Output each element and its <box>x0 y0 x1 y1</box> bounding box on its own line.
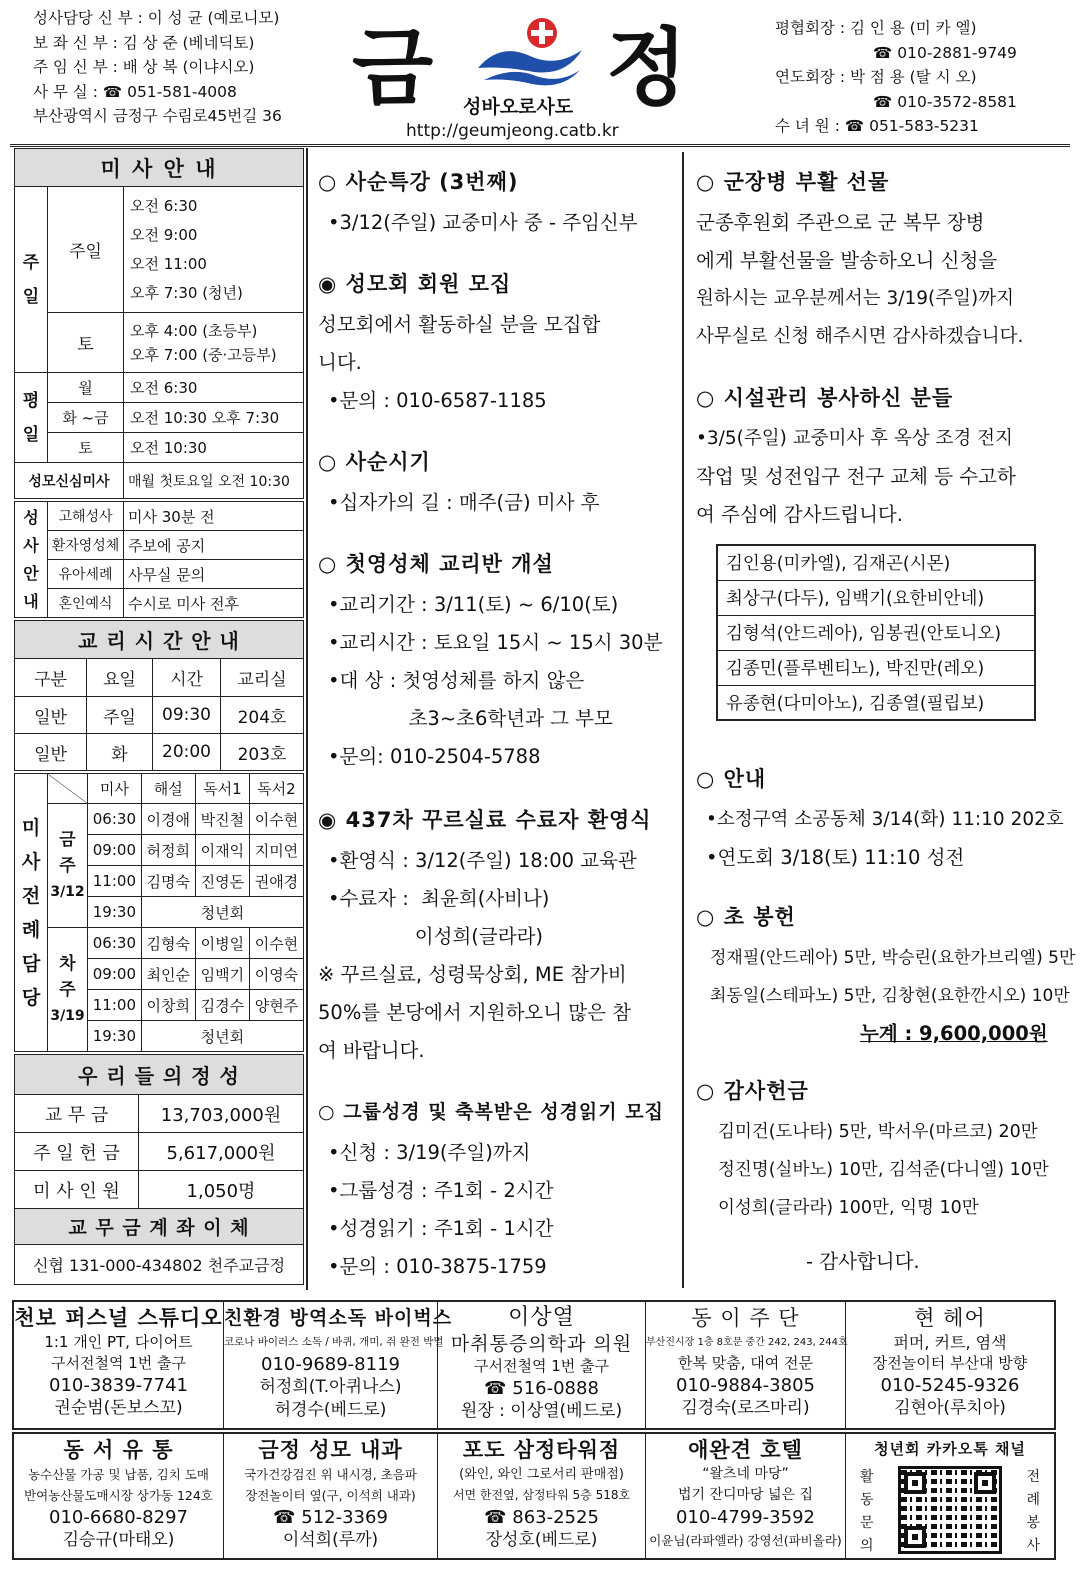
sacrament-infant-baptism-info: 사무실 문의 <box>124 560 304 589</box>
ad-line: 부산진시장 1층 8호문 중간 242, 243, 244호 <box>646 1337 848 1348</box>
sacrament-confession-info: 미사 30분 전 <box>124 502 304 531</box>
ad-biobugs[interactable] <box>224 1302 453 1428</box>
ad-owner: 장성호(베드로) <box>485 1530 598 1550</box>
sunday-mass-times <box>124 187 304 313</box>
header-left <box>33 6 282 129</box>
catechism-cell: 화 <box>87 734 153 771</box>
catechism-col-day: 요일 <box>87 659 153 697</box>
offering-value: 5,617,000원 <box>139 1133 304 1171</box>
weekday-tue-fri: 화 ~금 <box>48 403 124 433</box>
notice-line: 성모회에서 활동하실 분을 모집합 <box>318 313 601 336</box>
duty-cell: 이병일 <box>195 928 249 959</box>
ad-owner: 허정희(T.아퀴나스) <box>259 1377 402 1397</box>
account-title: 교 무 금 계 좌 이 체 <box>15 1209 304 1245</box>
table-row <box>15 734 304 771</box>
logo-icon <box>470 16 590 96</box>
mass-guide-title: 미 사 안 내 <box>15 149 304 187</box>
header-council-president: 평협회장 : 김 인 용 (미 카 엘) <box>775 19 977 37</box>
duty-week-this-label: 금 주 <box>59 829 76 876</box>
ad-line: 농수산물 가공 및 납품, 김치 도매 <box>28 1467 209 1482</box>
duty-cell: 박진철 <box>195 804 249 835</box>
duty-cell: 최인순 <box>141 959 195 990</box>
column-divider <box>682 152 684 1288</box>
ad-owner: 이윤님(라파엘라) 강영선(파비올라) <box>649 1533 842 1548</box>
catechism-cell: 일반 <box>15 697 87 734</box>
ad-line: 국가건강검진 위 내시경, 초음파 <box>244 1467 417 1482</box>
header-priest-3: 주 임 신 부 : 배 상 복 (이냐시오) <box>33 58 255 76</box>
notice-thanks-offering-title: ○ 감사헌금 <box>696 1079 809 1103</box>
notice-line: 김미건(도나타) 5만, 박서우(마르코) 20만 <box>718 1122 1038 1142</box>
duty-col-reading1: 독서1 <box>195 774 249 804</box>
weekday-label: 평 일 <box>15 373 48 463</box>
notice-line: 사무실로 신청 해주시면 감사하겠습니다. <box>696 326 1024 347</box>
duty-cell: 11:00 <box>88 990 142 1021</box>
youth-side-left-label: 활 동 문 의 <box>860 1469 874 1554</box>
ad-owner: 원장 : 이상열(베드로) <box>460 1401 623 1421</box>
offering-value: 13,703,000원 <box>139 1095 304 1133</box>
notice-line: ※ 꾸르실료, 성령묵상회, ME 참가비 <box>318 963 627 986</box>
notice-legion-mary-title: ◉ 성모회 회원 모집 <box>318 272 512 296</box>
saturday-time-2: 오후 7:00 (중·고등부) <box>130 345 277 364</box>
duty-week-this <box>48 804 88 928</box>
notice-line: •대 상 : 첫영성체를 하지 않은 <box>328 669 585 692</box>
ads-row-2 <box>12 1432 1056 1560</box>
sunday-time-2: 오전 9:00 <box>130 225 198 244</box>
notice-lenten-lecture-title: ○ 사순특강 (3번째) <box>318 170 519 194</box>
volunteer-names: 김종민(플루벤티노), 박진만(레오) <box>717 650 1035 685</box>
list-item <box>717 615 1035 650</box>
header-yeondo-president: 연도회장 : 박 점 용 (탈 시 오) <box>775 68 977 86</box>
catechism-cell: 204호 <box>221 697 304 734</box>
notice-cursillo-title: ◉ 437차 꾸르실료 수료자 환영식 <box>318 808 652 832</box>
ad-pain-clinic[interactable] <box>438 1302 646 1428</box>
ad-owner: 허경수(베드로) <box>274 1400 387 1420</box>
duty-cell: 양현주 <box>249 990 303 1021</box>
ad-title: 동 이 주 단 <box>691 1306 800 1330</box>
header-convent: 수 녀 원 : ☎ 051-583-5231 <box>775 117 979 135</box>
column-2 <box>318 160 678 1286</box>
ad-phone: ☎ 512-3369 <box>273 1507 388 1528</box>
header-right <box>775 16 1055 139</box>
notice-line: 여 주심에 감사드립니다. <box>696 503 903 526</box>
ad-owner: 권순범(돈보스꼬) <box>54 1398 183 1418</box>
notice-line: •소정구역 소공동체 3/14(화) 11:10 202호 <box>706 809 1064 830</box>
ad-title: 현 헤어 <box>914 1306 986 1330</box>
duty-cell: 이창희 <box>141 990 195 1021</box>
duty-cell: 06:30 <box>88 804 142 835</box>
thanks-message: - 감사합니다. <box>806 1250 920 1273</box>
notice-line: 에게 부활선물을 발송하오니 신청을 <box>696 249 998 272</box>
table-row <box>15 928 304 959</box>
notice-line: 원하시는 교우분께서는 3/19(주일)까지 <box>696 288 1014 309</box>
ad-hyun-hair[interactable] <box>846 1302 1054 1428</box>
notice-lent-title: ○ 사순시기 <box>318 450 431 474</box>
column-divider <box>306 148 308 1290</box>
offering-value: 1,050명 <box>139 1171 304 1209</box>
notice-line: •교리기간 : 3/11(토) ~ 6/10(토) <box>328 593 619 616</box>
sacrament-infant-baptism: 유아세례 <box>48 560 124 589</box>
header-rule <box>10 144 1070 147</box>
header-office: 사 무 실 : ☎ 051-581-4008 <box>33 82 237 101</box>
notice-line: •문의: 010-2504-5788 <box>328 745 541 768</box>
ad-phone: ☎ 516-0888 <box>484 1378 599 1399</box>
notice-line: 작업 및 성전입구 전구 교체 등 수고하 <box>696 465 1016 488</box>
ad-phone: 010-6680-8297 <box>49 1507 188 1528</box>
notice-line: •신청 : 3/19(주일)까지 <box>328 1141 531 1164</box>
volunteer-names: 김형석(안드레아), 임봉권(안토니오) <box>717 615 1035 650</box>
header-address: 부산광역시 금정구 수림로45번길 36 <box>33 107 282 125</box>
duty-cell: 임백기 <box>195 959 249 990</box>
notice-soldier-gift-title: ○ 군장병 부활 선물 <box>696 170 890 194</box>
notice-line: 정재필(안드레아) 5만, 박승린(요한가브리엘) 5만 <box>710 948 1076 968</box>
parish-url[interactable]: http://geumjeong.catb.kr <box>406 121 619 141</box>
sacrament-sick-communion-info: 주보에 공지 <box>124 531 304 560</box>
duty-cell: 청년회 <box>141 897 303 928</box>
ad-sungmo-clinic[interactable] <box>224 1434 438 1558</box>
notice-line: •교리시간 : 토요일 15시 ~ 15시 30분 <box>328 631 663 654</box>
duty-week-this-date: 3/12 <box>50 883 85 900</box>
ad-line: (와인, 와인 그로서리 판매점) <box>459 1467 624 1482</box>
catechism-col-type: 구분 <box>15 659 87 697</box>
ad-line: 퍼머, 커트, 염색 <box>893 1333 1007 1352</box>
ad-title: 포도 삼정타워점 <box>462 1438 621 1462</box>
sacrament-label: 성 사 안 내 <box>15 502 48 618</box>
sunday-time-1: 오전 6:30 <box>130 196 198 215</box>
patron-name: 성바오로사도 <box>463 96 574 118</box>
duty-col-mass: 미사 <box>88 774 142 804</box>
duty-cell: 허정희 <box>141 835 195 866</box>
list-item <box>717 685 1035 720</box>
ad-title: 금정 성모 내과 <box>258 1438 403 1462</box>
weekday-sat-time: 오전 10:30 <box>124 433 304 463</box>
duty-cell: 청년회 <box>141 1021 303 1052</box>
ad-owner: 김승규(마태오) <box>62 1530 175 1550</box>
notice-line: •환영식 : 3/12(주일) 18:00 교육관 <box>328 849 637 872</box>
title-jeong: 정 <box>606 19 688 117</box>
offering-label: 주 일 헌 금 <box>15 1133 139 1171</box>
notice-bible-group-title: ○ 그룹성경 및 축복받은 성경읽기 모집 <box>318 1101 664 1123</box>
youth-side-right-label: 전 례 봉 사 <box>1026 1469 1040 1554</box>
weekday-sat: 토 <box>48 433 124 463</box>
ad-title: 천보 퍼스널 스튜디오 <box>14 1306 223 1330</box>
duty-cell: 09:00 <box>88 835 142 866</box>
notice-line: 니다. <box>318 351 362 374</box>
notice-line: 최동일(스테파노) 5만, 김창현(요한깐시오) 10만 <box>710 986 1070 1006</box>
liturgy-duty-label: 미 사 전 례 담 당 <box>15 774 48 1052</box>
duty-corner <box>48 774 88 804</box>
ad-subtitle: 마취통증의학과 의원 <box>450 1333 633 1355</box>
duty-cell: 이수현 <box>249 928 303 959</box>
duty-cell: 김형숙 <box>141 928 195 959</box>
ad-line: 장전놀이터 옆(구, 이석희 내과) <box>245 1488 416 1503</box>
saturday-eve-times <box>124 313 304 373</box>
catechism-cell: 203호 <box>221 734 304 771</box>
volunteer-names: 유종현(다미아노), 김종열(필립보) <box>717 685 1035 720</box>
duty-week-next-date: 3/19 <box>50 1007 85 1024</box>
notice-candle-offering-title: ○ 초 봉헌 <box>696 905 796 929</box>
notice-first-communion-title: ○ 첫영성체 교리반 개설 <box>318 552 554 576</box>
duty-week-next-label: 차 주 <box>59 953 76 1000</box>
catechism-cell: 09:30 <box>153 697 221 734</box>
ad-line: 코로나 바이러스 소독 / 바퀴, 개미, 쥐 완전 박멸 <box>224 1336 444 1348</box>
notice-line: •문의 : 010-3875-1759 <box>328 1255 547 1278</box>
sacrament-wedding: 혼인예식 <box>48 589 124 618</box>
notice-line: •수료자 : 최윤희(사비나) <box>328 887 550 910</box>
sungmo-mass-time: 매월 첫토요일 오전 10:30 <box>124 463 304 499</box>
duty-cell: 이영숙 <box>249 959 303 990</box>
duty-cell: 19:30 <box>88 897 142 928</box>
duty-cell: 06:30 <box>88 928 142 959</box>
notice-line: •그룹성경 : 주1회 - 2시간 <box>328 1179 554 1202</box>
sacrament-wedding-info: 수시로 미사 전후 <box>124 589 304 618</box>
catechism-col-time: 시간 <box>153 659 221 697</box>
notice-line: 여 바랍니다. <box>318 1039 425 1062</box>
offering-label: 미 사 인 원 <box>15 1171 139 1209</box>
duty-cell: 이경애 <box>141 804 195 835</box>
ad-line: 서면 한전옆, 삼정타워 5층 518호 <box>452 1488 631 1502</box>
ad-personal-studio[interactable] <box>14 1302 224 1428</box>
duty-week-next <box>48 928 88 1052</box>
notice-line: •3/5(주일) 교중미사 후 옥상 조경 전지 <box>696 428 1013 449</box>
sacrament-confession: 고해성사 <box>48 502 124 531</box>
sunday-label: 주 일 <box>15 187 48 373</box>
notice-line: 초3~초6학년과 그 부모 <box>328 707 613 730</box>
volunteer-names: 최상구(다두), 임백기(요한비안네) <box>717 580 1035 615</box>
ad-owner: 김경숙(로즈마리) <box>681 1398 810 1418</box>
ad-podo-wine[interactable] <box>438 1434 646 1558</box>
volunteer-names: 김인용(미카엘), 김재곤(시몬) <box>717 545 1035 580</box>
offering-title: 우 리 들 의 정 성 <box>15 1055 304 1095</box>
duty-cell: 진영돈 <box>195 866 249 897</box>
duty-cell: 19:30 <box>88 1021 142 1052</box>
ad-title: 이상열 <box>508 1305 575 1330</box>
ad-line: 구서전철역 1번 출구 <box>50 1354 186 1372</box>
ad-pet-hotel[interactable] <box>646 1434 846 1558</box>
ad-line: 법기 잔디마당 넓은 집 <box>677 1487 814 1503</box>
notice-line: 이성희(글라라) <box>328 925 544 948</box>
ad-line: 한복 맞춤, 대여 전문 <box>678 1354 813 1372</box>
kakao-qr-code-icon[interactable] <box>898 1466 1002 1554</box>
ad-phone: ☎ 863-2525 <box>484 1507 599 1528</box>
notice-facility-volunteers-title: ○ 시설관리 봉사하신 분들 <box>696 386 954 410</box>
duty-cell: 지미연 <box>249 835 303 866</box>
header-priest-1: 성사담당 신 부 : 이 성 균 (예로니모) <box>33 9 280 27</box>
ad-title: 친환경 방역소독 바이벅스 <box>224 1307 453 1329</box>
sacrament-sick-communion: 환자영성체 <box>48 531 124 560</box>
ad-line: 반여농산물도매시장 상가동 124호 <box>24 1488 213 1503</box>
ads-row-1 <box>12 1300 1056 1430</box>
saturday-eve-label: 토 <box>48 313 124 373</box>
ad-dongseo[interactable] <box>14 1434 224 1558</box>
notice-line: •문의 : 010-6587-1185 <box>328 389 547 412</box>
duty-cell: 김경수 <box>195 990 249 1021</box>
ad-line: 1:1 개인 PT, 다이어트 <box>44 1333 193 1351</box>
sunday-time-4: 오후 7:30 (청년) <box>130 283 243 302</box>
notice-line: 이성희(글라라) 100만, 익명 10만 <box>718 1198 979 1218</box>
ad-phone: 010-5245-9326 <box>880 1375 1020 1396</box>
ad-line: 장전놀이터 부산대 방향 <box>872 1354 1028 1372</box>
catechism-cell: 주일 <box>87 697 153 734</box>
sunday-time-3: 오전 11:00 <box>130 254 207 273</box>
ad-line: 구서전철역 1번 출구 <box>473 1357 609 1375</box>
weekday-mon-time: 오전 6:30 <box>124 373 304 403</box>
ad-title: 동 서 유 통 <box>63 1438 174 1462</box>
notice-line: 50%를 본당에서 지원하오니 많은 참 <box>318 1001 632 1024</box>
ad-dongi-judan[interactable] <box>646 1302 846 1428</box>
ad-phone: 010-9884-3805 <box>676 1375 815 1396</box>
ad-title: 청년회 카카오톡 채널 <box>874 1440 1026 1458</box>
duty-cell: 09:00 <box>88 959 142 990</box>
offering-label: 교 무 금 <box>15 1095 139 1133</box>
catechism-title: 교 리 시 간 안 내 <box>15 621 304 659</box>
catechism-cell: 20:00 <box>153 734 221 771</box>
list-item <box>717 545 1035 580</box>
catechism-cell: 일반 <box>15 734 87 771</box>
duty-col-commentary: 해설 <box>141 774 195 804</box>
duty-cell: 11:00 <box>88 866 142 897</box>
list-item <box>717 580 1035 615</box>
saturday-time-1: 오후 4:00 (초등부) <box>130 321 258 340</box>
header-council-phone: ☎ 010-2881-9749 <box>873 43 1017 62</box>
ad-owner: 이석희(루까) <box>282 1530 379 1550</box>
ad-youth-kakao[interactable] <box>846 1434 1054 1558</box>
mass-guide <box>14 148 304 1285</box>
sungmo-mass-label: 성모신심미사 <box>15 463 124 499</box>
ad-owner: 김현아(루치아) <box>894 1398 1006 1418</box>
sunday-mass-label: 주일 <box>48 187 124 313</box>
title-geum: 금 <box>352 19 434 117</box>
candle-offering-total: 누계 : 9,600,000원 <box>860 1022 1048 1045</box>
table-row <box>15 697 304 734</box>
catechism-col-room: 교리실 <box>221 659 304 697</box>
header-yeondo-phone: ☎ 010-3572-8581 <box>873 92 1017 111</box>
notice-line: •3/12(주일) 교중미사 중 - 주임신부 <box>328 211 638 234</box>
ad-phone: 010-4799-3592 <box>676 1507 815 1528</box>
duty-cell: 김명숙 <box>141 866 195 897</box>
duty-cell: 이수현 <box>249 804 303 835</box>
header-priest-2: 보 좌 신 부 : 김 상 준 (베네딕토) <box>33 33 255 52</box>
notice-line: 군종후원회 주관으로 군 복무 장병 <box>696 211 985 234</box>
ad-title: 애완견 호텔 <box>688 1438 803 1462</box>
weekday-mon: 월 <box>48 373 124 403</box>
ad-line: “왈츠네 마당” <box>702 1466 789 1482</box>
duty-cell: 권애경 <box>249 866 303 897</box>
duty-cell: 이재익 <box>195 835 249 866</box>
duty-col-reading2: 독서2 <box>249 774 303 804</box>
volunteer-list <box>716 544 1036 721</box>
notice-info-title: ○ 안내 <box>696 767 767 791</box>
list-item <box>717 650 1035 685</box>
account-number: 신협 131-000-434802 천주교금정 <box>15 1245 304 1285</box>
column-3 <box>696 160 1076 1281</box>
notice-line: •연도회 3/18(토) 11:10 성전 <box>706 846 965 869</box>
notice-line: •성경읽기 : 주1회 - 1시간 <box>328 1217 554 1240</box>
ad-phone: 010-9689-8119 <box>261 1354 400 1375</box>
notice-line: 정진명(실바노) 10만, 김석준(다니엘) 10만 <box>718 1160 1049 1180</box>
notice-line: •십자가의 길 : 매주(금) 미사 후 <box>328 491 600 514</box>
table-row <box>15 804 304 835</box>
ad-phone: 010-3839-7741 <box>49 1375 188 1396</box>
weekday-tue-fri-time: 오전 10:30 오후 7:30 <box>124 403 304 433</box>
